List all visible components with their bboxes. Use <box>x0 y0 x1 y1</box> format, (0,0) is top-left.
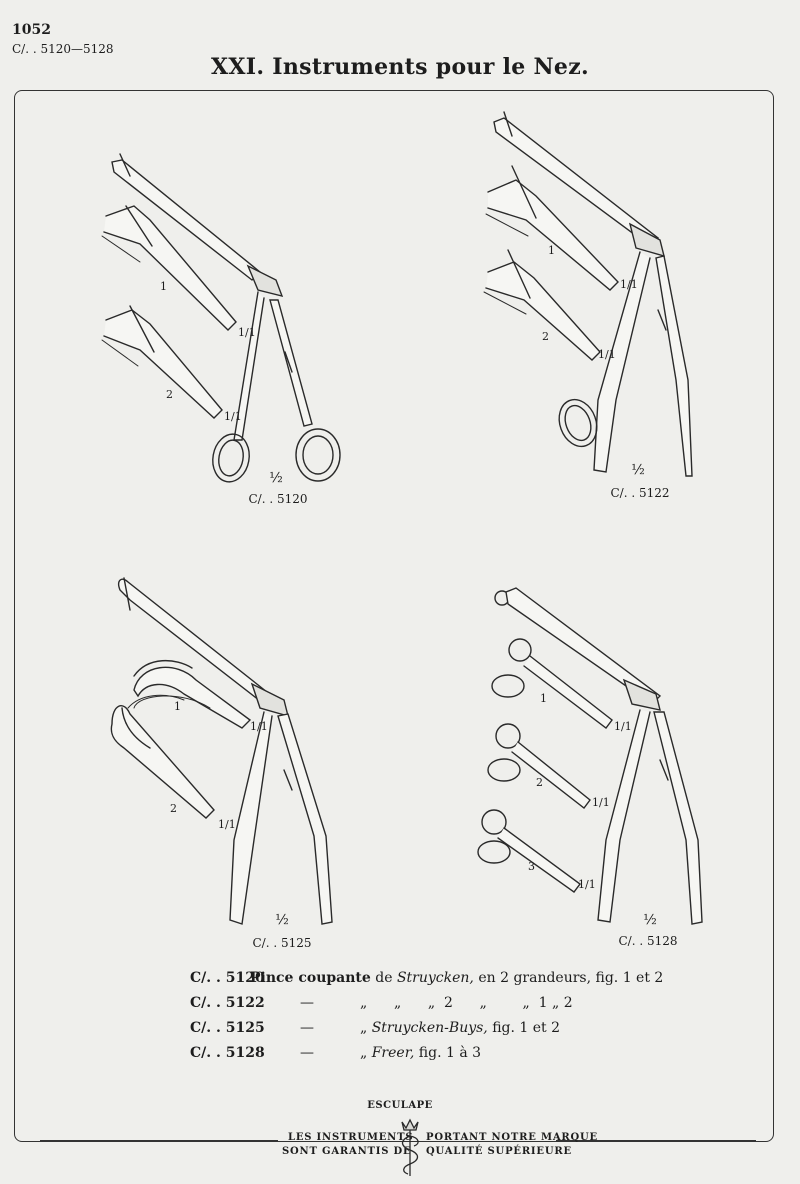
figure-scale: ½ <box>631 462 645 478</box>
detail-scale: 1/1 <box>598 348 616 361</box>
detail-scale: 1/1 <box>238 326 256 339</box>
legend-row <box>190 995 750 1020</box>
legend-dash: — <box>300 995 314 1011</box>
legend-author: Freer, <box>371 1045 415 1061</box>
detail-scale: 1/1 <box>614 720 632 733</box>
legend-rest: fig. 1 à 3 <box>418 1045 482 1061</box>
footer-right-line2: QUALITÉ SUPÉRIEURE <box>426 1146 572 1157</box>
legend-code: C/. . 5122 <box>190 995 265 1011</box>
legend-rest: fig. 1 et 2 <box>492 1020 561 1036</box>
legend-rest: en 2 grandeurs, fig. 1 et 2 <box>478 970 664 986</box>
footer-right-line1: PORTANT NOTRE MARQUE <box>426 1132 598 1143</box>
figure-code: C/. . 5128 <box>618 934 678 948</box>
page-number: 1052 <box>12 22 51 38</box>
detail-label: 2 <box>536 776 543 789</box>
legend-author: Struycken-Buys, <box>371 1020 488 1036</box>
detail-label: 1 <box>548 244 555 257</box>
legend-word: de <box>375 970 393 986</box>
figure-scale: ½ <box>269 470 283 486</box>
detail-label: 2 <box>166 388 173 401</box>
legend-rest: „ „ „ 2 „ „ 1 „ 2 <box>360 995 573 1011</box>
detail-scale: 1/1 <box>592 796 610 809</box>
legend-dash: — <box>300 1045 314 1061</box>
detail-label: 1 <box>540 692 547 705</box>
legend-code: C/. . 5128 <box>190 1045 265 1061</box>
legend-dash: — <box>300 1020 314 1036</box>
legend-code: C/. . 5125 <box>190 1020 265 1036</box>
legend-row <box>190 970 750 995</box>
legend <box>190 970 750 1070</box>
detail-scale: 1/1 <box>250 720 268 733</box>
detail-label: 3 <box>528 860 535 873</box>
caduceus-logo-icon <box>396 1116 424 1180</box>
legend-row <box>190 1045 750 1070</box>
figure-code: C/. . 5125 <box>252 936 312 950</box>
legend-word: „ <box>360 1020 368 1036</box>
detail-scale: 1/1 <box>224 410 242 423</box>
footer-left-line1: LES INSTRUMENTS <box>288 1132 414 1143</box>
detail-label: 1 <box>174 700 181 713</box>
legend-code: C/. . 5120 <box>190 970 265 986</box>
legend-name: Pince coupante <box>250 970 371 986</box>
footer-rule-left <box>40 1140 278 1141</box>
figure-code: C/. . 5122 <box>610 486 670 500</box>
footer-left-line2: SONT GARANTIS DE <box>282 1146 412 1157</box>
figure-scale: ½ <box>275 912 289 928</box>
legend-row <box>190 1020 750 1045</box>
catalog-range: C/. . 5120—5128 <box>12 42 114 56</box>
figure-scale: ½ <box>643 912 657 928</box>
legend-author: Struycken, <box>396 970 474 986</box>
page-title: XXI. Instruments pour le Nez. <box>211 54 589 80</box>
detail-label: 2 <box>542 330 549 343</box>
detail-scale: 1/1 <box>620 278 638 291</box>
figure-code: C/. . 5120 <box>248 492 308 506</box>
detail-label: 1 <box>160 280 167 293</box>
detail-scale: 1/1 <box>218 818 236 831</box>
detail-scale: 1/1 <box>578 878 596 891</box>
detail-label: 2 <box>170 802 177 815</box>
legend-word: „ <box>360 1045 368 1061</box>
brand-name: ESCULAPE <box>367 1100 433 1111</box>
